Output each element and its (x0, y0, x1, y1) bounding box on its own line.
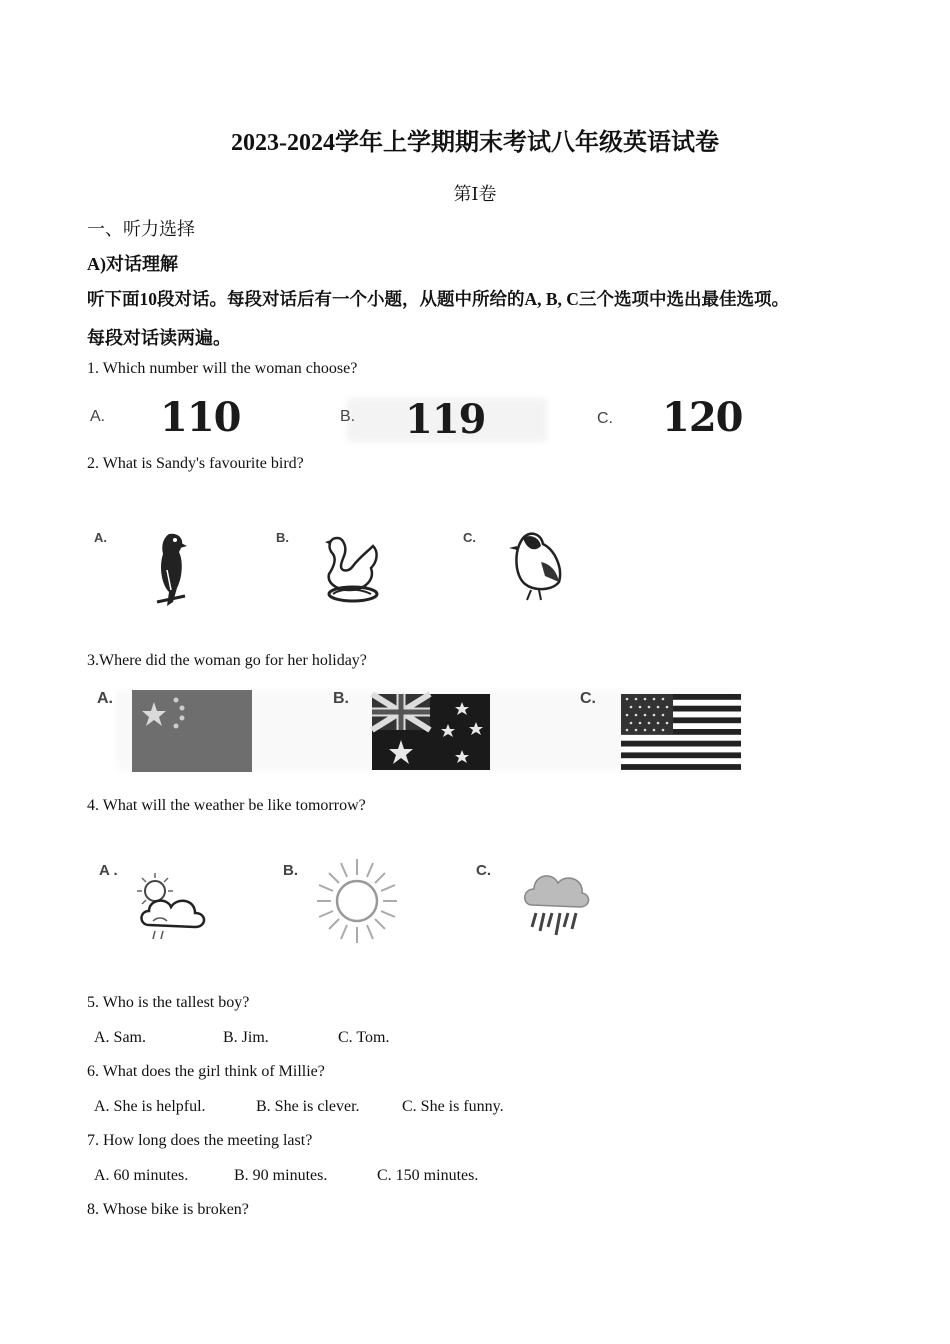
question-4-options (87, 855, 607, 950)
option-c-label: C. (463, 530, 476, 545)
cloudy-icon (131, 869, 215, 941)
question-7: 7. How long does the meeting last? (87, 1132, 313, 1149)
question-3-options (87, 682, 757, 782)
australia-flag-icon (372, 694, 490, 770)
option-b-label: B. (283, 862, 298, 879)
q6-option-c[interactable]: C. She is funny. (402, 1098, 504, 1115)
swan-icon (319, 532, 383, 604)
q7-option-b[interactable]: B. 90 minutes. (234, 1167, 328, 1184)
question-3: 3.Where did the woman go for her holiday? (87, 652, 367, 669)
option-c-label: C. (476, 862, 491, 879)
rainy-icon (520, 865, 590, 945)
instructions-line-1: 听下面10段对话。每段对话后有一个小题，从题中所给的A, B, C三个选项中选出最佳选项。 (87, 289, 789, 309)
sunny-icon (317, 855, 397, 947)
question-2: 2. What is Sandy's favourite bird? (87, 455, 304, 472)
q7-option-a[interactable]: A. 60 minutes. (94, 1167, 189, 1184)
option-a-number: 110 (160, 394, 241, 441)
q6-option-a[interactable]: A. She is helpful. (94, 1098, 206, 1115)
q5-option-c[interactable]: C. Tom. (338, 1029, 390, 1046)
option-a-label: A . (99, 862, 118, 879)
subsection-heading: A)对话理解 (87, 254, 178, 274)
option-c-label: C. (580, 690, 596, 707)
question-6: 6. What does the girl think of Millie? (87, 1063, 325, 1080)
option-b-number: 119 (405, 396, 486, 443)
question-1: 1. Which number will the woman choose? (87, 360, 358, 377)
sparrow-icon (505, 528, 569, 608)
option-a-label: A. (94, 530, 107, 545)
question-8: 8. Whose bike is broken? (87, 1201, 249, 1218)
instructions-line-2: 每段对话读两遍。 (87, 328, 231, 348)
q6-option-b[interactable]: B. She is clever. (256, 1098, 360, 1115)
question-1-options (87, 390, 767, 446)
q7-option-c[interactable]: C. 150 minutes. (377, 1167, 479, 1184)
volume-label: 第Ⅰ卷 (453, 184, 497, 204)
section-heading: 一、听力选择 (87, 219, 195, 239)
option-b-label: B. (333, 690, 349, 707)
q5-option-b[interactable]: B. Jim. (223, 1029, 269, 1046)
page-title: 2023-2024学年上学期期末考试八年级英语试卷 (231, 130, 719, 156)
option-c-label: C. (597, 410, 613, 427)
option-c-number: 120 (662, 394, 743, 441)
option-b-label: B. (340, 408, 356, 425)
option-b-label: B. (276, 530, 289, 545)
parrot-icon (149, 530, 193, 610)
option-a-label: A. (90, 408, 106, 425)
option-a-label: A. (97, 690, 113, 707)
question-2-options (87, 520, 587, 615)
china-flag-icon (132, 690, 252, 772)
usa-flag-icon (621, 694, 741, 770)
question-4: 4. What will the weather be like tomorrow? (87, 797, 366, 814)
q5-option-a[interactable]: A. Sam. (94, 1029, 146, 1046)
question-5: 5. Who is the tallest boy? (87, 994, 250, 1011)
